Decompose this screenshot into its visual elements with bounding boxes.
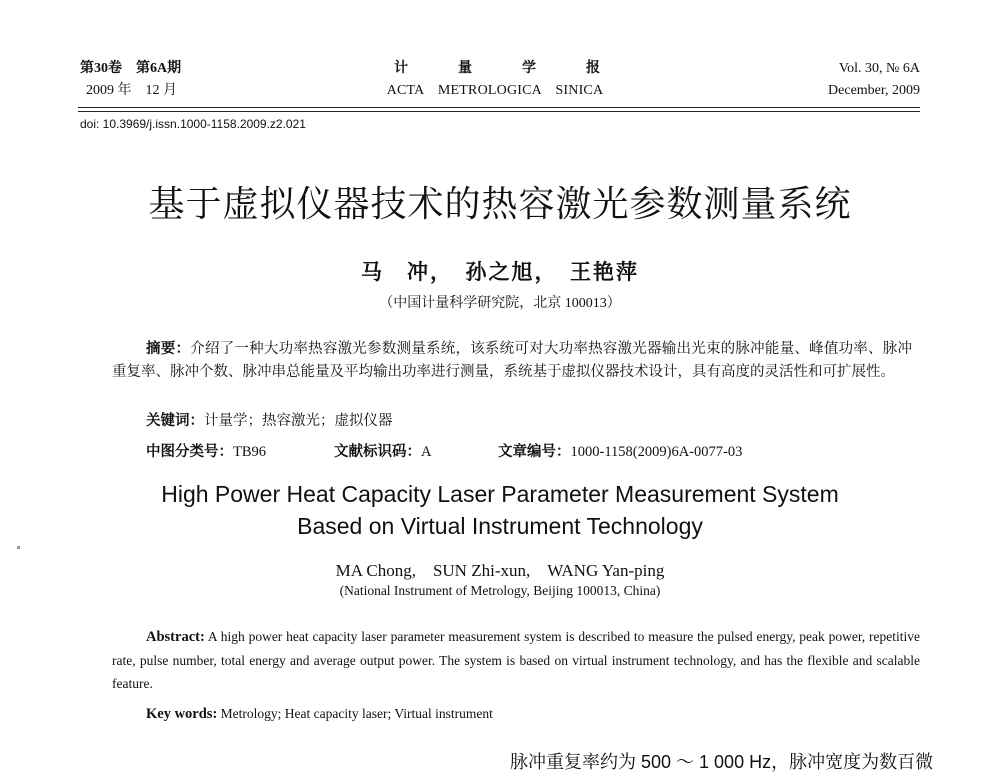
doi-link[interactable]: doi: 10.3969/j.issn.1000-1158.2009.z2.021: [80, 117, 306, 131]
doc-code-label: 文献标识码：: [334, 444, 421, 460]
paper-title-en: [0, 478, 1000, 542]
journal-char: 计: [394, 61, 408, 76]
abstract-en: [112, 625, 920, 695]
journal-name-en: ACTA METROLOGICA SINICA: [386, 83, 604, 98]
affiliation-cn: （中国计量科学研究院，北京 100013）: [379, 296, 621, 311]
abstract-en-label: Abstract:: [146, 629, 205, 645]
keywords-en-label: Key words:: [146, 706, 218, 722]
abstract-cn: [112, 338, 912, 384]
keywords-en: [146, 706, 493, 723]
journal-issue-info-en: [828, 58, 920, 102]
authors-en: MA Chong, SUN Zhi-xun, WANG Yan-ping: [335, 561, 665, 580]
journal-char: 量: [458, 61, 472, 76]
date-cn: 2009 年 12 月: [86, 83, 177, 98]
journal-issue-info-cn: [80, 58, 181, 102]
paper-title-en-line2: Based on Virtual Instrument Technology: [297, 513, 703, 539]
journal-name-cn: [380, 58, 610, 80]
clc-value: TB96: [233, 444, 267, 460]
date-en: December, 2009: [828, 83, 920, 98]
paper-title-cn: 基于虚拟仪器技术的热容激光参数测量系统: [148, 184, 852, 224]
keywords-cn: [146, 409, 393, 430]
journal-char: 学: [522, 61, 536, 76]
paper-title-en-line1: High Power Heat Capacity Laser Parameter Measurement System: [161, 481, 839, 507]
keywords-cn-text: 计量学；热容激光；虚拟仪器: [204, 413, 393, 429]
volume-issue-cn: 第30卷 第6A期: [80, 61, 182, 76]
header-rule-top: [78, 107, 920, 108]
scan-artifact: [17, 546, 20, 549]
clc-number: [146, 440, 266, 461]
affiliation-en: (National Instrument of Metrology, Beijing 100013, China): [339, 583, 661, 598]
article-no-label: 文章编号：: [498, 444, 571, 460]
doc-code-value: A: [421, 444, 432, 460]
volume-issue-en: Vol. 30, № 6A: [838, 61, 920, 76]
article-no-value: 1000-1158(2009)6A-0077-03: [570, 444, 743, 460]
abstract-cn-text: 介绍了一种大功率热容激光参数测量系统，该系统可对大功率热容激光器输出光束的脉冲能量、峰值功率、脉冲重复率、脉冲个数、脉冲串总能量及平均输出功率进行测量，系统基于虚拟仪器技术设计，具有高度的灵活性和可扩展性。: [112, 341, 913, 380]
document-code: [334, 440, 431, 461]
keywords-cn-label: 关键词：: [146, 413, 204, 429]
header-rule-bottom: [78, 111, 920, 112]
journal-char: 报: [586, 61, 600, 76]
clc-label: 中图分类号：: [146, 444, 233, 460]
authors-cn: 马 冲， 孙之旭， 王艳萍: [361, 260, 639, 284]
body-text-cutoff: 脉冲重复率约为 500 ～ 1 000 Hz，脉冲宽度为数百微: [510, 752, 934, 772]
abstract-cn-label: 摘要：: [146, 341, 191, 357]
article-number: [498, 440, 742, 461]
journal-name: [380, 58, 610, 102]
abstract-en-text: A high power heat capacity laser parameter measurement system is described to measure the pulsed energy, peak power, repetitive rate, pulse number, total energy and average output power. The system is based on virtual instrument technology, and has the flexible and scalable feature.: [112, 629, 920, 691]
keywords-en-text: Metrology; Heat capacity laser; Virtual instrument: [217, 706, 493, 721]
